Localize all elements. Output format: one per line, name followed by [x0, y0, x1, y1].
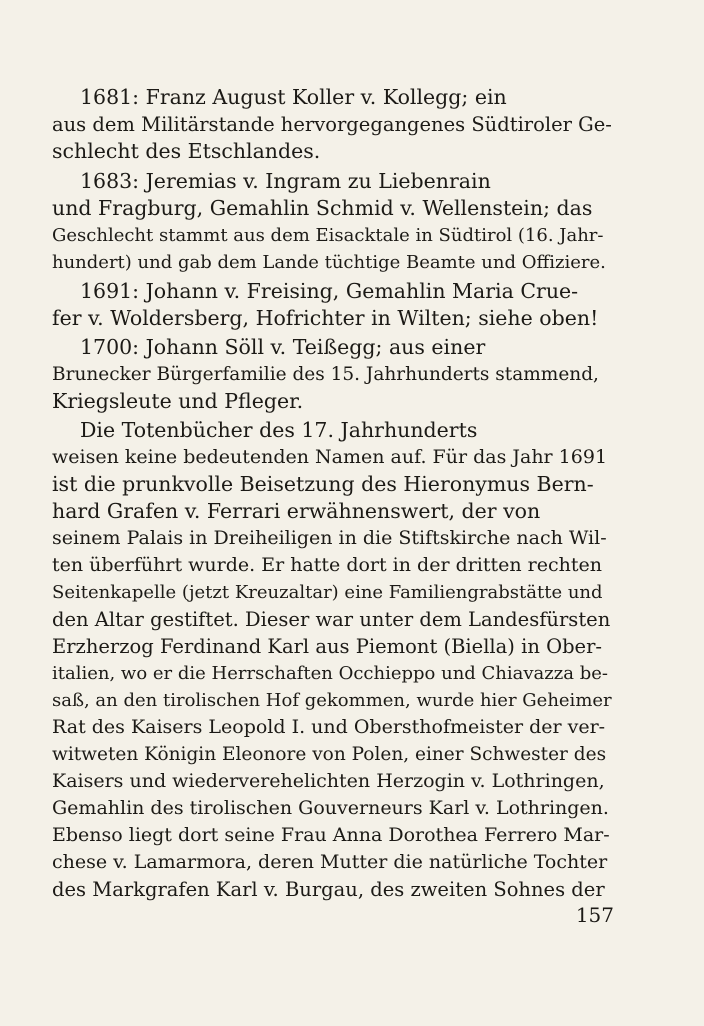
text-line: und Fragburg, Gemahlin Schmid v. Wellenstein; das [52, 196, 593, 220]
text-line: Brunecker Bürgerfamilie des 15. Jahrhunderts stammend, [52, 364, 599, 385]
page-number: 157 [575, 903, 614, 927]
text-line: 1700: Johann Söll v. Teißegg; aus einer [80, 335, 486, 359]
text-line: Seitenkapelle (jetzt Kreuzaltar) eine Familiengrabstätte und [52, 582, 603, 603]
text-line: 1691: Johann v. Freising, Gemahlin Maria Crue- [80, 279, 579, 303]
text-line: hundert) und gab dem Lande tüchtige Beamte und Offiziere. [52, 252, 606, 273]
text-line: Kriegsleute und Pfleger. [52, 389, 304, 413]
text-line: Ebenso liegt dort seine Frau Anna Dorothea Ferrero Mar- [52, 824, 610, 846]
text-line: aus dem Militärstande hervorgegangenes Südtiroler Ge- [52, 113, 612, 136]
text-line: chese v. Lamarmora, deren Mutter die natürliche Tochter [52, 851, 608, 873]
text-line: ten überführt wurde. Er hatte dort in der dritten rechten [52, 554, 602, 576]
text-line: hard Grafen v. Ferrari erwähnenswert, der von [52, 499, 541, 523]
text-line: Rat des Kaisers Leopold I. und Obersthofmeister der ver- [52, 716, 606, 738]
text-line: Gemahlin des tirolischen Gouverneurs Karl v. Lothringen. [52, 797, 609, 819]
text-line: seinem Palais in Dreiheiligen in die Stiftskirche nach Wil- [52, 527, 607, 549]
text-line: den Altar gestiftet. Dieser war unter dem Landesfürsten [52, 608, 611, 631]
text-line: Kaisers und wiederverehelichten Herzogin v. Lothringen, [52, 770, 605, 792]
text-line: 1681: Franz August Koller v. Kollegg; ein [80, 85, 507, 109]
text-line: italien, wo er die Herrschaften Occhieppo und Chiavazza be- [52, 663, 608, 684]
text-line: des Markgrafen Karl v. Burgau, des zweiten Sohnes der [52, 878, 605, 901]
text-line: fer v. Woldersberg, Hofrichter in Wilten; siehe oben! [52, 306, 599, 330]
text-line: schlecht des Etschlandes. [52, 139, 321, 163]
text-line: 1683: Jeremias v. Ingram zu Liebenrain [80, 169, 491, 193]
text-line: Die Totenbücher des 17. Jahrhunderts [80, 418, 478, 442]
text-line: weisen keine bedeutenden Namen auf. Für das Jahr 1691 [52, 446, 608, 468]
text-line: saß, an den tirolischen Hof gekommen, wurde hier Geheimer [52, 690, 612, 711]
text-line: Geschlecht stammt aus dem Eisacktale in Südtirol (16. Jahr- [52, 225, 604, 246]
text-line: ist die prunkvolle Beisetzung des Hieronymus Bern- [52, 472, 594, 496]
text-line: witweten Königin Eleonore von Polen, einer Schwester des [52, 744, 607, 765]
text-line: Erzherzog Ferdinand Karl aus Piemont (Biella) in Ober- [52, 635, 603, 658]
